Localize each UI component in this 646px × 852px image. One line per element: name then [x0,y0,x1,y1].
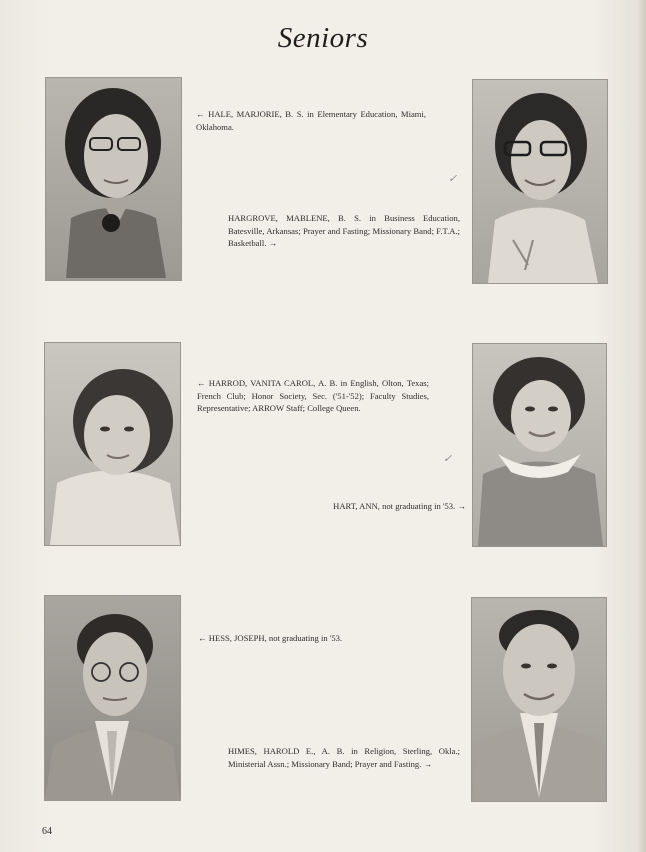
portrait-hale [46,78,181,280]
arrow-left-icon: ← [196,109,205,119]
arrow-right-icon: → [423,758,433,769]
arrow-left-icon: ← [198,633,207,643]
arrow-right-icon: → [457,501,466,511]
arrow-right-icon: → [268,238,278,248]
portrait-himes [472,598,606,801]
caption-harrod: ← HARROD, VANITA CAROL, A. B. in English, Olton, Texas; French Club; Honor Society, Sec. ('51-'52); Faculty Studies, Representative; ARROW Staff; College Queen. [197,378,429,413]
page-number: 64 [42,826,52,837]
page-edge [636,0,646,852]
caption-hale: ← HALE, MARJORIE, B. S. in Elementary Education, Miami, Oklahoma. [196,109,426,132]
page-title: Seniors [277,22,369,54]
caption-hart: HART, ANN, not graduating in '53. → [333,501,466,511]
caption-himes: HIMES, HAROLD E., A. B. in Religion, Sterling, Okla.; Ministerial Assn.; Missionary Band; Prayer and Fasting. → [228,746,460,769]
portrait-harrod [45,343,180,545]
pencil-check-mark: ✓ [443,453,453,465]
caption-hess: ← HESS, JOSEPH, not graduating in '53. [198,633,343,643]
pencil-check-mark: ✓ [448,173,458,185]
caption-hargrove: HARGROVE, MABLENE, B. S. in Business Education, Batesville, Arkansas; Prayer and Fasting; Missionary Band; F.T.A.; Basketball. → [228,213,460,248]
portrait-hargrove [473,80,607,283]
arrow-left-icon: ← [197,378,206,388]
portrait-hess [45,596,180,800]
portrait-hart [473,344,606,546]
